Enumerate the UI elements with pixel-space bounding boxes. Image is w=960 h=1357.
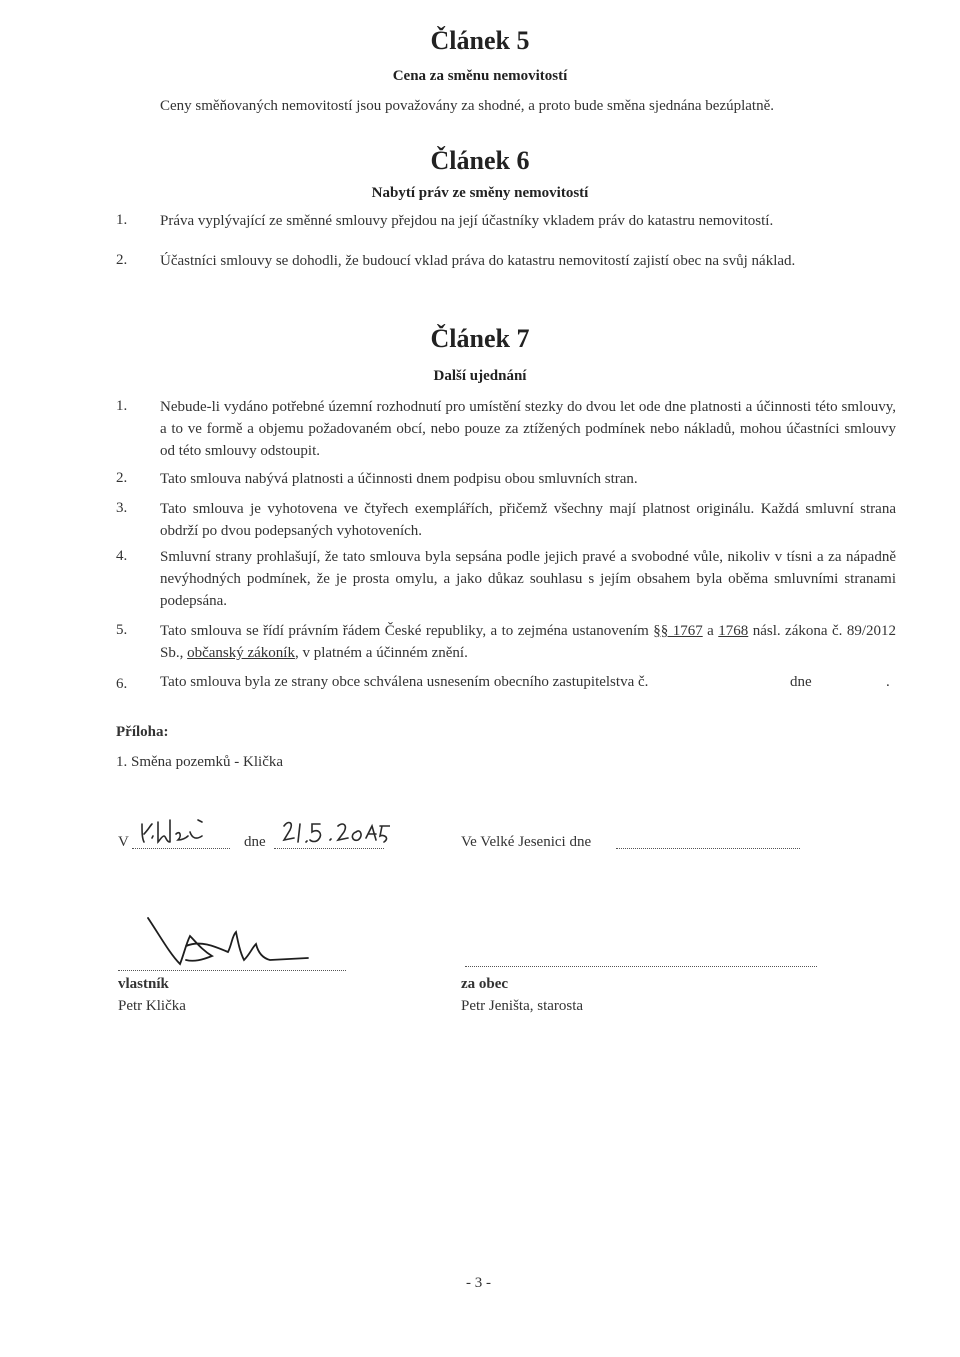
article-5-title: Článek 5 [430,26,530,55]
item-5-text-b: a [702,623,719,639]
left-place-dots [132,848,230,849]
article-7-item-2-number: 2. [116,470,128,486]
article-7-item-6-number: 6. [116,676,128,692]
article-7-item-4-text: Smluvní strany prohlašují, že tato smlouva byla sepsána podle jejich pravé a svobodné vůle, nikoliv v tísni a za nápadně nevýhodných podmínek, že je prosta omylu, a jako důkaz souhlasu s jejím obsahem byla oběma smluvními stranami podepsána. [160,549,896,609]
right-date-dots [616,848,800,849]
article-6-item-2-text: Účastníci smlouvy se dohodli, že budoucí vklad práva do katastru nemovitostí zajistí obec na svůj náklad. [160,253,796,269]
municipality-representative: Petr Jeništa, starosta [461,998,584,1014]
article-7-item-6-text: Tato smlouva byla ze strany obce schválena usnesením obecního zastupitelstva č. [160,674,649,690]
item-5-text-d: , v platném a účinném znění. [294,645,468,661]
law-section-link-1767: §§ 1767 [653,623,703,639]
attachment-item: 1. Směna pozemků - Klička [116,754,284,770]
article-7-item-6-dne: dne [790,674,812,690]
article-7-item-2-text: Tato smlouva nabývá platnosti a účinnosti dnem podpisu obou smluvních stran. [160,471,638,487]
article-7-item-1-number: 1. [116,398,128,414]
owner-role: vlastník [118,976,169,992]
municipality-role: za obec [461,976,509,992]
article-6-title: Článek 6 [430,146,530,175]
article-6-item-1-text: Práva vyplývající ze směnné smlouvy přejdou na její účastníky vkladem práv do katastru nemovitostí. [160,213,774,229]
left-date-dots [274,848,384,849]
item-5-text-a: Tato smlouva se řídí právním řádem České republiky, a to zejména ustanovením [160,623,654,639]
article-5-subtitle: Cena za směnu nemovitostí [392,68,568,84]
page-number: - 3 - [466,1275,491,1291]
handwritten-date [280,816,390,848]
owner-signature [140,906,310,976]
left-date-prefix: dne [244,834,266,850]
article-6-item-2-number: 2. [116,252,128,268]
civil-code-link: občanský zákoník [187,645,295,661]
owner-signature-line [118,970,346,971]
article-7-item-4-number: 4. [116,548,128,564]
article-7-item-5-text [160,620,896,664]
article-7-item-6-dot: . [886,674,890,690]
article-6-item-1-number: 1. [116,212,128,228]
article-7-title: Článek 7 [430,324,530,353]
right-place-date-label: Ve Velké Jesenici dne [461,834,592,850]
handwritten-place-klicka [136,812,232,848]
article-6-subtitle: Nabytí práv ze směny nemovitostí [371,185,589,201]
law-section-link-1768: 1768 [718,623,749,639]
article-5-text: Ceny směňovaných nemovitostí jsou považovány za shodné, a proto bude směna sjednána bezúplatně. [160,98,775,114]
article-7-item-5-number: 5. [116,622,128,638]
owner-name: Petr Klička [118,998,186,1014]
municipality-signature-line [465,966,817,967]
article-7-subtitle: Další ujednání [433,368,527,384]
article-7-item-1-text: Nebude-li vydáno potřebné územní rozhodnutí pro umístění stezky do dvou let ode dne platnosti a účinnosti této smlouvy, a to ve formě a objemu požadovaném obcí, nebo pouze za ztížených podmínek nebo nákladů, mohou účastníci smlouvy od této smlouvy odstoupit. [160,399,896,459]
item-5-text-c: násl. zákona č. 89/2012 Sb., [160,623,896,661]
article-7-item-3-number: 3. [116,500,128,516]
attachment-label: Příloha: [116,724,169,740]
article-7-item-3-text: Tato smlouva je vyhotovena ve čtyřech exemplářích, přičemž všechny mají platnost originálu. Každá smluvní strana obdrží po dvou podepsaných vyhotoveních. [160,501,896,539]
left-place-prefix: V [118,834,129,850]
